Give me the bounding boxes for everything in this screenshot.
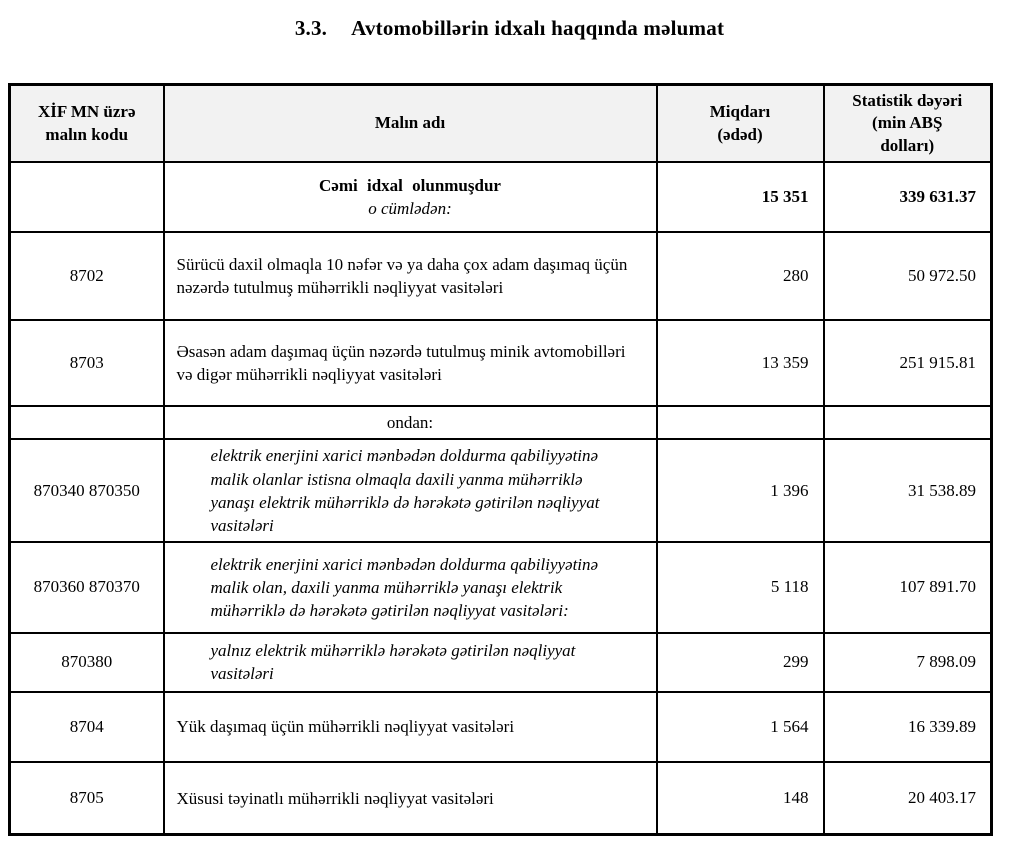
commodity-code-cell — [10, 406, 164, 439]
quantity-cell: 15 351 — [657, 162, 824, 232]
commodity-code-cell: 870380 — [10, 633, 164, 692]
product-name-cell — [164, 162, 657, 232]
statistical-value-cell: 31 538.89 — [824, 439, 992, 541]
table-row — [10, 232, 992, 320]
table-header-row — [10, 85, 992, 163]
product-name-line: Yük daşımaq üçün mühərrikli nəqliyyat vasitələri — [176, 717, 515, 737]
column-header-statistical-value — [824, 85, 992, 163]
quantity-cell — [657, 406, 824, 439]
table-row — [10, 439, 992, 541]
table-row — [10, 162, 992, 232]
commodity-code-cell: 870360 870370 — [10, 542, 164, 633]
header-line: (min ABŞ — [872, 113, 943, 133]
product-name-line: o cümlədən: — [368, 199, 452, 219]
quantity-cell: 1 396 — [657, 439, 824, 541]
table-header — [10, 85, 992, 163]
product-name-line: Xüsusi təyinatlı mühərrikli nəqliyyat vasitələri — [176, 788, 494, 808]
commodity-code-cell: 870340 870350 — [10, 439, 164, 541]
section-title — [0, 16, 1019, 41]
table-row — [10, 762, 992, 835]
statistical-value-cell: 16 339.89 — [824, 692, 992, 762]
table-row — [10, 320, 992, 406]
product-name-cell — [164, 406, 657, 439]
product-name-line: yalnız elektrik mühərriklə hərəkətə gətirilən nəqliyyat vasitələri — [210, 641, 576, 684]
product-name-cell — [164, 320, 657, 406]
header-line: Statistik dəyəri — [852, 91, 963, 110]
quantity-cell: 13 359 — [657, 320, 824, 406]
commodity-code-cell: 8704 — [10, 692, 164, 762]
commodity-code-cell: 8705 — [10, 762, 164, 835]
commodity-code-cell — [10, 162, 164, 232]
statistical-value-cell: 50 972.50 — [824, 232, 992, 320]
header-line: dolları) — [880, 135, 935, 155]
product-name-line: elektrik enerjini xarici mənbədən doldurma qabiliyyətinə malik olanlar istisna olmaqla daxili yanma mühərriklə yanaşı elektrik mühərriklə də hərəkətə gətirilən nəqliyyat vasitələri — [210, 446, 600, 535]
product-name-cell — [164, 542, 657, 633]
table-row — [10, 692, 992, 762]
header-line: (ədəd) — [717, 124, 763, 144]
section-number: 3.3. — [294, 16, 328, 40]
product-name-line: Cəmi idxal olunmuşdur — [319, 176, 501, 196]
product-name-line: Əsasən adam daşımaq üçün nəzərdə tutulmuş minik avtomobilləri və digər mühərrikli nəqliyyat vasitələri — [176, 342, 626, 385]
statistical-value-cell — [824, 406, 992, 439]
table-row — [10, 406, 992, 439]
statistical-value-cell: 7 898.09 — [824, 633, 992, 692]
header-line: Malın adı — [374, 113, 446, 133]
statistical-value-cell: 339 631.37 — [824, 162, 992, 232]
statistical-value-cell: 107 891.70 — [824, 542, 992, 633]
auto-imports-table — [8, 83, 993, 836]
section-title-text: Avtomobillərin idxalı haqqında məlumat — [351, 16, 725, 40]
table-body — [10, 162, 992, 835]
commodity-code-cell: 8702 — [10, 232, 164, 320]
product-name-cell — [164, 633, 657, 692]
quantity-cell: 5 118 — [657, 542, 824, 633]
commodity-code-cell: 8703 — [10, 320, 164, 406]
product-name-line: Sürücü daxil olmaqla 10 nəfər və ya daha çox adam daşımaq üçün nəzərdə tutulmuş mühərrikli nəqliyyat vasitələri — [176, 255, 628, 298]
quantity-cell: 1 564 — [657, 692, 824, 762]
quantity-cell: 299 — [657, 633, 824, 692]
quantity-cell: 148 — [657, 762, 824, 835]
statistical-value-cell: 251 915.81 — [824, 320, 992, 406]
quantity-cell: 280 — [657, 232, 824, 320]
header-line: XİF MN üzrə — [37, 102, 136, 122]
product-name-cell — [164, 439, 657, 541]
column-header-quantity — [657, 85, 824, 163]
statistical-value-cell: 20 403.17 — [824, 762, 992, 835]
column-header-product-name — [164, 85, 657, 163]
column-header-commodity-code — [10, 85, 164, 163]
table-row — [10, 633, 992, 692]
header-line: malın kodu — [45, 124, 129, 144]
product-name-line: ondan: — [386, 413, 434, 433]
product-name-cell — [164, 762, 657, 835]
table-row — [10, 542, 992, 633]
header-line: Miqdarı — [709, 102, 771, 122]
product-name-cell — [164, 692, 657, 762]
product-name-line: elektrik enerjini xarici mənbədən doldurma qabiliyyətinə malik olan, daxili yanma mühərriklə yanaşı elektrik mühərriklə də hərəkətə gətirilən nəqliyyat vasitələri: — [210, 554, 599, 620]
product-name-cell — [164, 232, 657, 320]
